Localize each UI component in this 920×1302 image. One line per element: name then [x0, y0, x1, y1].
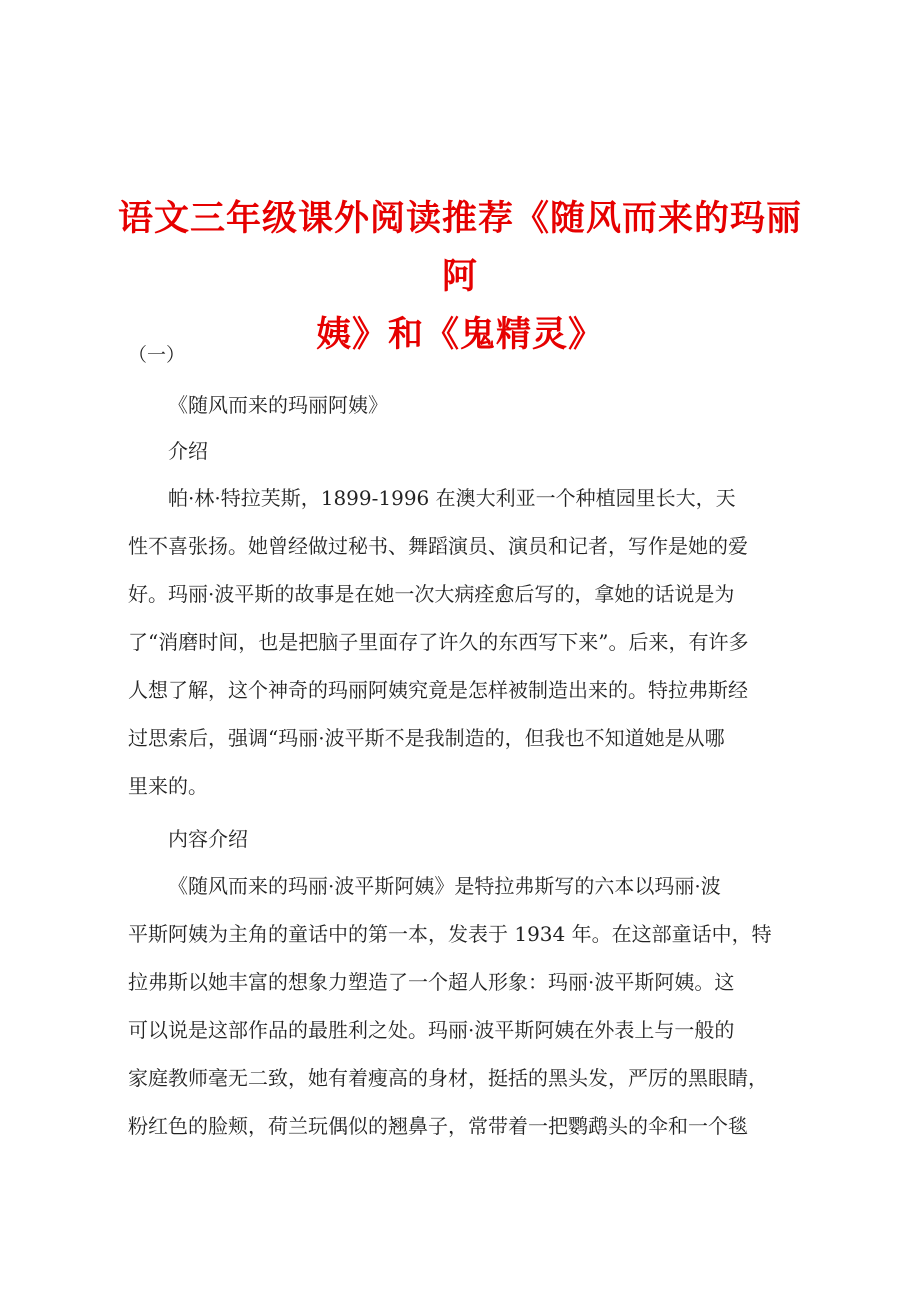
document-title — [110, 190, 810, 364]
content-line: 拉弗斯以她丰富的想象力塑造了一个超人形象：玛丽·波平斯阿姨。这 — [128, 970, 735, 994]
intro-line: 了“消磨时间，也是把脑子里面存了许久的东西写下来”。后来，有许多 — [128, 630, 749, 654]
content-line: 粉红色的脸颊，荷兰玩偶似的翘鼻子，常带着一把鹦鹉头的伞和一个毯 — [128, 1114, 748, 1138]
book-title: 《随风而来的玛丽阿姨》 — [168, 393, 388, 417]
title-line-1: 语文三年级课外阅读推荐《随风而来的玛丽阿 — [117, 198, 802, 297]
intro-line: 人想了解，这个神奇的玛丽阿姨究竟是怎样被制造出来的。特拉弗斯经 — [128, 678, 748, 702]
content-heading: 内容介绍 — [168, 827, 248, 851]
intro-line: 帕·林·特拉芙斯，1899-1996 在澳大利亚一个种植园里长大，天 — [168, 486, 736, 510]
content-line: 家庭教师毫无二致，她有着瘦高的身材，挺括的黑头发，严厉的黑眼睛， — [128, 1066, 768, 1090]
content-line: 《随风而来的玛丽·波平斯阿姨》是特拉弗斯写的六本以玛丽·波 — [168, 874, 721, 898]
intro-line: 好。玛丽·波平斯的故事是在她一次大病痊愈后写的，拿她的话说是为 — [128, 582, 735, 606]
intro-line: 过思索后，强调“玛丽·波平斯不是我制造的，但我也不知道她是从哪 — [128, 726, 725, 750]
content-line: 平斯阿姨为主角的童话中的第一本，发表于 1934 年。在这部童话中，特 — [128, 922, 772, 946]
intro-line: 性不喜张扬。她曾经做过秘书、舞蹈演员、演员和记者，写作是她的爱 — [128, 534, 748, 558]
section-label: （一） — [128, 344, 186, 366]
title-line-2: 姨》和《鬼精灵》 — [315, 314, 604, 355]
intro-heading: 介绍 — [168, 439, 208, 463]
intro-line: 里来的。 — [128, 774, 208, 798]
content-line: 可以说是这部作品的最胜利之处。玛丽·波平斯阿姨在外表上与一般的 — [128, 1018, 735, 1042]
